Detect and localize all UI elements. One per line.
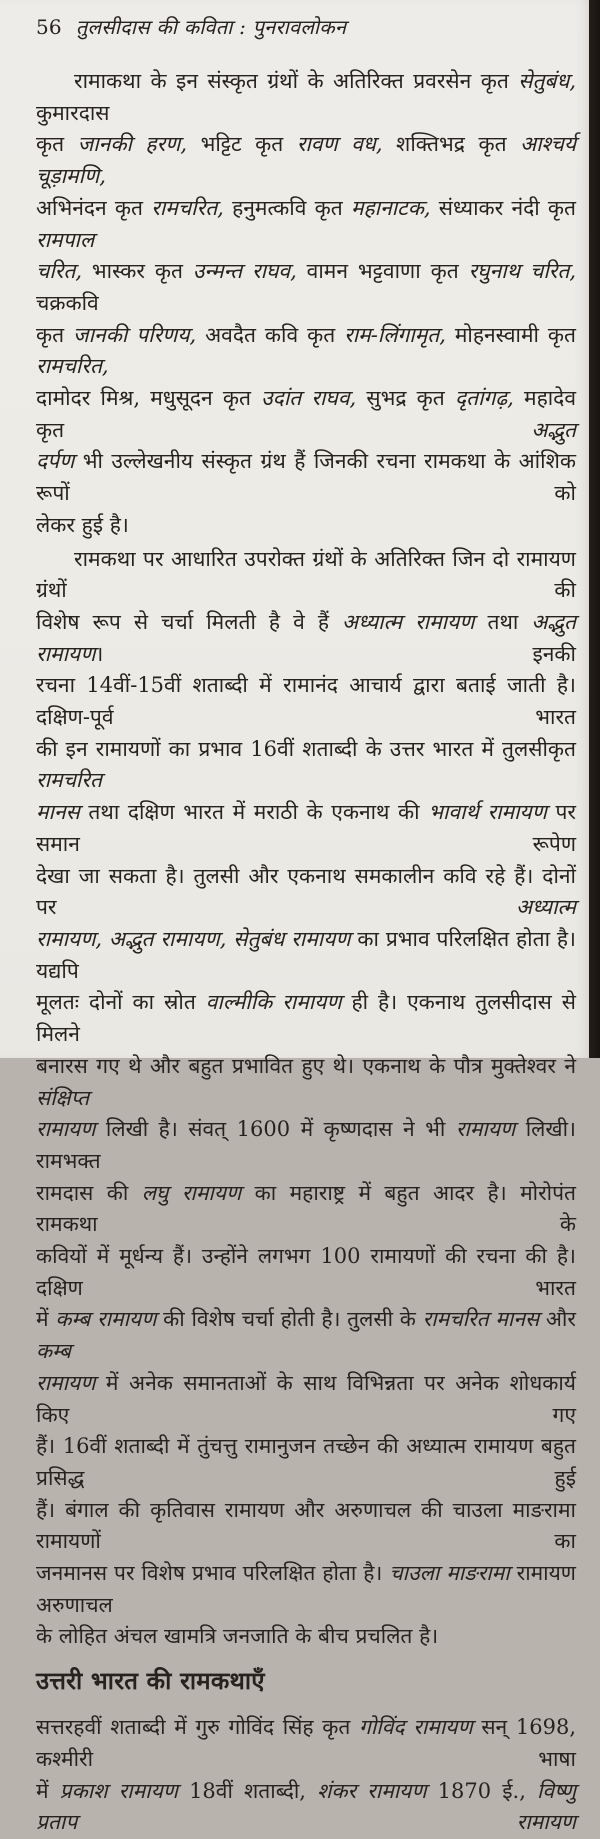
text-line: कृत जानकी हरण, भट्टिट कृत रावण वध, शक्तिभद्र कृत आश्चर्य चूड़ामणि, [36,132,576,189]
text-line: मानस तथा दक्षिण भारत में मराठी के एकनाथ की भावार्थ रामायण पर समान रूपेण [36,800,576,856]
text-line: रामदास की लघु रामायण का महाराष्ट्र में बहुत आदर है। मोरोपंत रामकथा के [36,1180,576,1237]
text-line: मूलतः दोनों का स्रोत वाल्मीकि रामायण ही है। एकनाथ तुलसीदास से मिलने [36,990,576,1047]
paragraph [36,544,576,1654]
running-title: तुलसीदास की कविता : पुनरावलोकन [75,15,347,39]
text-line: कवियों में मूर्धन्य हैं। उन्होंने लगभग 100 रामायणों की रचना की है। दक्षिण भारत [36,1244,576,1300]
running-header [36,12,576,42]
text-line: देखा जा सकता है। तुलसी और एकनाथ समकालीन कवि रहे हैं। दोनों पर अध्यात्म [36,863,576,920]
text-line: बनारस गए थे और बहुत प्रभावित हुए थे। एकनाथ के पौत्र मुक्तेश्वर ने संक्षिप्त [36,1053,576,1110]
text-line: सत्तरहवीं शताब्दी में गुरु गोविंद सिंह कृत गोविंद रामायण सन् 1698, कश्मीरी भाषा [36,1715,576,1771]
text-line: रामायण में अनेक समानताओं के साथ विभिन्नता पर अनेक शोधकार्य किए गए [36,1370,576,1427]
text-line: रामायण लिखी है। संवत् 1600 में कृष्णदास ने भी रामायण लिखी। रामभक्त [36,1117,576,1173]
paragraph [36,66,576,542]
text-line: रामकथा पर आधारित उपरोक्त ग्रंथों के अतिरिक्त जिन दो रामायण ग्रंथों की [36,546,576,603]
page-number: 56 [36,15,62,39]
text-line: रामाकथा के इन संस्कृत ग्रंथों के अतिरिक्त प्रवरसेन कृत सेतुबंध, कुमारदास [36,69,576,125]
text-line: की इन रामायणों का प्रभाव 16वीं शताब्दी के उत्तर भारत में तुलसीकृत रामचरित [36,736,576,793]
section-heading: उत्तरी भारत की रामकथाएँ [36,1666,265,1696]
scan-edge-shadow [589,0,600,1058]
text-line: कृत जानकी परिणय, अवदैत कवि कृत राम-लिंगामृत, मोहनस्वामी कृत रामचरित, [36,322,576,379]
text-line: विशेष रूप से चर्चा मिलती है वे हैं अध्यात्म रामायण तथा अद्भुत रामायण। इनकी [36,609,576,666]
text-line: हैं। 16वीं शताब्दी में तुंचत्तु रामानुजन तच्छेन की अध्यात्म रामायण बहुत प्रसिद्ध हुई [36,1434,576,1490]
text-line: रचना 14वीं-15वीं शताब्दी में रामानंद आचार्य द्वारा बताई जाती है। दक्षिण-पूर्व भारत [36,673,576,730]
text-line: के लोहित अंचल खामत्रि जनजाति के बीच प्रचलित है। [36,1624,439,1649]
body-text-after-heading [36,1712,576,1839]
text-line: रामायण, अद्भुत रामायण, सेतुबंध रामायण का प्रभाव परिलक्षित होता है। यद्यपि [36,926,576,983]
body-text [36,66,576,1653]
text-line: लेकर हुई है। [36,512,129,537]
text-line: दर्पण भी उल्लेखनीय संस्कृत ग्रंथ हैं जिनकी रचना रामकथा के आंशिक रूपों को [36,449,576,506]
text-line: चरित, भास्कर कृत उन्मन्त राघव, वामन भट्टवाणा कृत रघुनाथ चरित, चक्रकवि [36,259,576,315]
text-line: हैं। बंगाल की कृतिवास रामायण और अरुणाचल की चाउला माङरामा रामायणों का [36,1497,576,1554]
paragraph [36,1712,576,1839]
text-line: अभिनंदन कृत रामचरित, हनुमत्कवि कृत महानाटक, संध्याकर नंदी कृत रामपाल [36,195,577,252]
text-line: में प्रकाश रामायण 18वीं शताब्दी, शंकर रामायण 1870 ई., विष्णु प्रताप रामायण [36,1778,577,1835]
text-line: में कम्ब रामायण की विशेष चर्चा होती है। तुलसी के रामचरित मानस और कम्ब [36,1307,576,1364]
text-line: जनमानस पर विशेष प्रभाव परिलक्षित होता है। चाउला माङरामा रामायण अरुणाचल [36,1561,576,1617]
text-line: दामोदर मिश्र, मधुसूदन कृत उदांत राघव, सुभद्र कृत दृतांगढ़, महादेव कृत अद्भुत [36,386,576,442]
